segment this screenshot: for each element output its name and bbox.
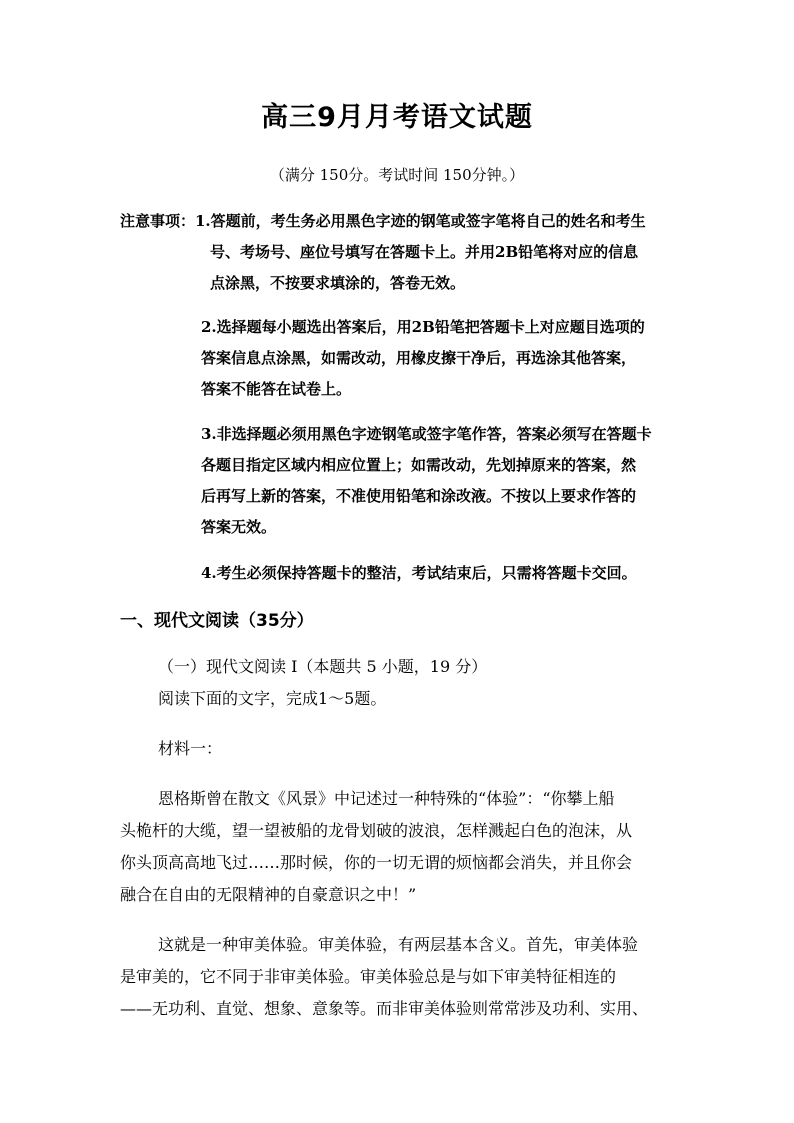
notice-item1-line1: 1.答题前，考生务必用黑色字迹的钢笔或签字笔将自己的姓名和考生 xyxy=(195,212,646,230)
material-label: 材料一： xyxy=(158,739,223,758)
notice-item2-line3: 答案不能答在试卷上。 xyxy=(201,380,352,398)
paragraph1-line3: 你头顶高高地飞过……那时候，你的一切无谓的烦恼都会消失，并且你会 xyxy=(120,853,633,872)
exam-title: 高三9月月考语文试题 xyxy=(261,102,533,133)
notice-item1-line3: 点涂黑，不按要求填涂的，答卷无效。 xyxy=(210,274,466,292)
paragraph1-line2: 头桅杆的大缆，望一望被船的龙骨划破的波浪，怎样溅起白色的泡沫，从 xyxy=(120,821,633,840)
paragraph1-line1: 恩格斯曾在散文《风景》中记述过一种特殊的“体验”：“你攀上船 xyxy=(158,789,615,808)
notice-item3-line4: 答案无效。 xyxy=(201,518,277,536)
paragraph2-line2: 是审美的，它不同于非审美体验。审美体验总是与如下审美特征相连的 xyxy=(120,967,617,986)
paragraph2-line1: 这就是一种审美体验。审美体验，有两层基本含义。首先，审美体验 xyxy=(158,935,639,954)
notice-item3-line1: 3.非选择题必须用黑色字迹钢笔或签字笔作答，答案必须写在答题卡 xyxy=(201,425,652,443)
notice-item3-line2: 各题目指定区域内相应位置上；如需改动，先划掉原来的答案，然 xyxy=(201,456,637,474)
section-subheading: （一）现代文阅读 I（本题共 5 小题，19 分） xyxy=(158,657,488,676)
paragraph2-line3: ——无功利、直觉、想象、意象等。而非审美体验则常常涉及功利、实用、 xyxy=(120,999,649,1018)
reading-instruction: 阅读下面的文字，完成1～5题。 xyxy=(158,689,387,708)
notice-item2-line1: 2.选择题每小题选出答案后，用2B铅笔把答题卡上对应题目选项的 xyxy=(201,318,645,336)
notice-label: 注意事项： xyxy=(120,212,196,230)
notice-item2-line2: 答案信息点涂黑，如需改动，用橡皮擦干净后，再选涂其他答案， xyxy=(201,349,637,367)
exam-subtitle: （满分 150分。考试时间 150分钟。） xyxy=(269,166,525,184)
notice-item4-line1: 4.考生必须保持答题卡的整洁，考试结束后，只需将答题卡交回。 xyxy=(201,564,637,582)
section-heading: 一、现代文阅读（35分） xyxy=(120,611,314,631)
paragraph1-line4: 融合在自由的无限精神的自豪意识之中！” xyxy=(120,885,417,904)
notice-item3-line3: 后再写上新的答案，不准使用铅笔和涂改液。不按以上要求作答的 xyxy=(201,487,637,505)
notice-item1-line2: 号、考场号、座位号填写在答题卡上。并用2B铅笔将对应的信息 xyxy=(210,243,639,261)
